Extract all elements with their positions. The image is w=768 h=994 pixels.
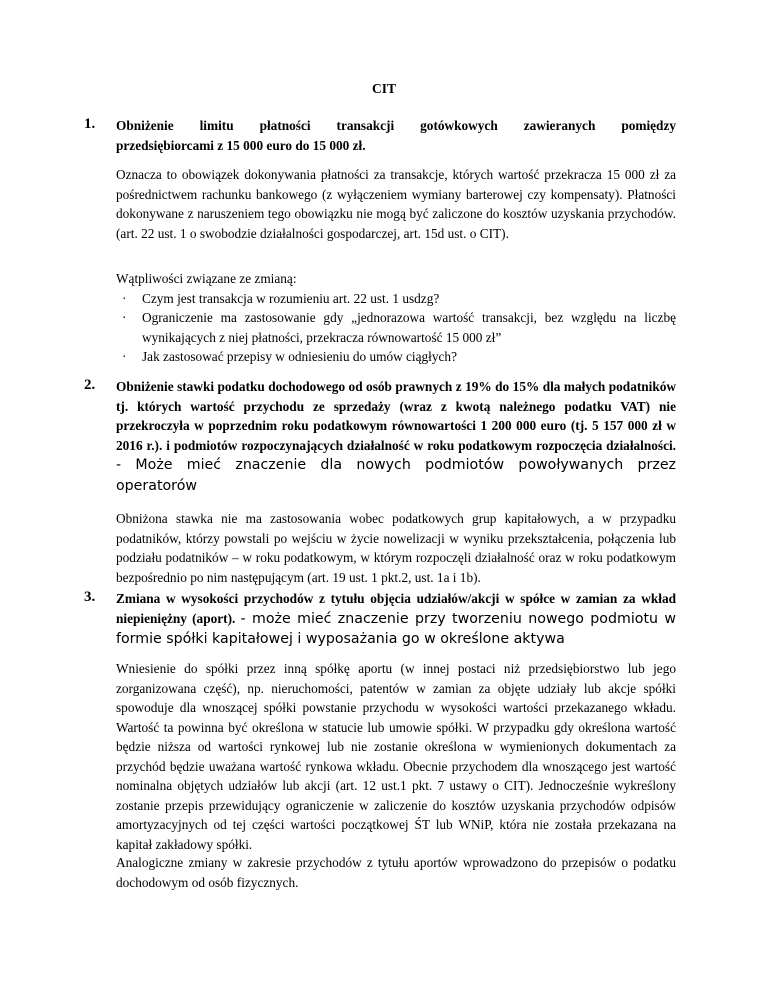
section-number: 3. — [84, 589, 96, 605]
list-item: · Jak zastosować przepisy w odniesieniu do umów ciągłych? — [116, 347, 676, 367]
section-3-paragraph: Wniesienie do spółki przez inną spółkę aportu (w innej postaci niż przedsiębiorstwo lub jego zorganizowana część), np. nieruchomości, patentów w zamian za objęte udziały lub akcje spółki spowoduje dla wnoszącej spółki powstanie przychodu w wysokości wartości przekazanego wkładu. Wartość ta powinna być określona w statucie lub umowie spółki. W przypadku gdy określona wartość będzie niższa od wartości rynkowej lub nie zostanie określona w wymienionych dokumentach za przychód będzie uważana wartość rynkowa wkładu. Obecnie przychodem dla wnoszącego jest wartość nominalna objętych udziałów lub akcji (art. 12 ust.1 pkt. 7 ustawy o CIT). Jednocześnie wykreślony zostanie przepis przewidujący ograniczenie w zaliczenie do kosztów uzyskania przychodów odpisów amortyzacyjnych od tej części wartości początkowej ŚT lub WNiP, która nie została przekazana na kapitał zakładowy spółki. — [116, 661, 676, 852]
doubts-label: Wątpliwości związane ze zmianą: — [116, 271, 297, 286]
section-1-paragraph: Oznacza to obowiązek dokonywania płatności za transakcje, których wartość przekracza 15 000 zł za pośrednictwem rachunku bankowego (z wyłączeniem wymiany barterowej czy kompensaty). Płatności dokonywane z naruszeniem tego obowiązku nie mogą być zaliczone do kosztów uzyskania przychodów.(art. 22 ust. 1 o swobodzie działalności gospodarczej, art. 15d ust. o CIT). — [116, 167, 676, 241]
bullet-icon: · — [122, 290, 127, 306]
section-heading-line-1: Obniżenie limitu płatności transakcji gotówkowych zawieranych pomiędzy — [116, 118, 676, 133]
section-2-paragraph: Obniżona stawka nie ma zastosowania wobec podatkowych grup kapitałowych, a w przypadku podatników, którzy powstali po wejściu w życie nowelizacji w wyniku przekształcenia, połączenia lub podziału podatników – w roku podatkowym, w którym rozpoczęli działalność oraz w roku podatkowym bezpośrednio po nim następującym (art. 19 ust. 1 pkt.2, ust. 1a i 1b). — [116, 511, 676, 585]
section-number: 1. — [84, 116, 96, 132]
section-heading: Obniżenie stawki podatku dochodowego od osób prawnych z 19% do 15% dla małych podatników tj. których wartość przychodu ze sprzedaży (wraz z kwotą należnego podatku VAT) nie przekroczyła w poprzednim roku podatkowym równowartości 1 200 000 euro (tj. 5 157 000 zł w 2016 r.). i podmiotów rozpoczynających działalność w roku podatkowym rozpoczęcia działalności. - Może mieć znaczenie dla nowych podmiotów powoływanych przez operatorów — [116, 379, 676, 494]
bullet-icon: · — [122, 310, 127, 325]
section-3-paragraph-2: Analogiczne zmiany w zakresie przychodów z tytułu aportów wprowadzono do przepisów o podatku dochodowym od osób fizycznych. — [116, 855, 676, 890]
list-item: · Ograniczenie ma zastosowanie gdy „jednorazowa wartość transakcji, bez względu na liczbę wynikających z niej płatności, przekracza równowartość 15 000 zł” — [122, 310, 676, 345]
doubts-list — [116, 289, 676, 367]
list-item: · Czym jest transakcja w rozumieniu art. 22 ust. 1 usdzg? — [116, 289, 676, 309]
section-number: 2. — [84, 377, 96, 393]
section-note: - może mieć znaczenie przy tworzeniu nowego podmiotu w formie spółki kapitałowej i wyposażania go w określone aktywa — [116, 610, 676, 647]
section-heading-line-2: przedsiębiorcami z 15 000 euro do 15 000 zł. — [116, 137, 366, 153]
doubts-block — [116, 269, 676, 367]
section-3 — [84, 589, 676, 650]
section-note: - Może mieć znaczenie dla nowych podmiotów powoływanych przez operatorów — [116, 457, 676, 494]
section-heading: Zmiana w wysokości przychodów z tytułu objęcia udziałów/akcji w spółce w zamian za wkład niepieniężny (aport). - może mieć znaczenie przy tworzeniu nowego podmiotu w formie spółki kapitałowej i wyposażania go w określone aktywa — [116, 591, 676, 647]
section-1 — [84, 116, 676, 155]
bullet-icon: · — [122, 349, 127, 364]
section-2 — [84, 377, 676, 496]
document-title: CIT — [371, 81, 396, 96]
